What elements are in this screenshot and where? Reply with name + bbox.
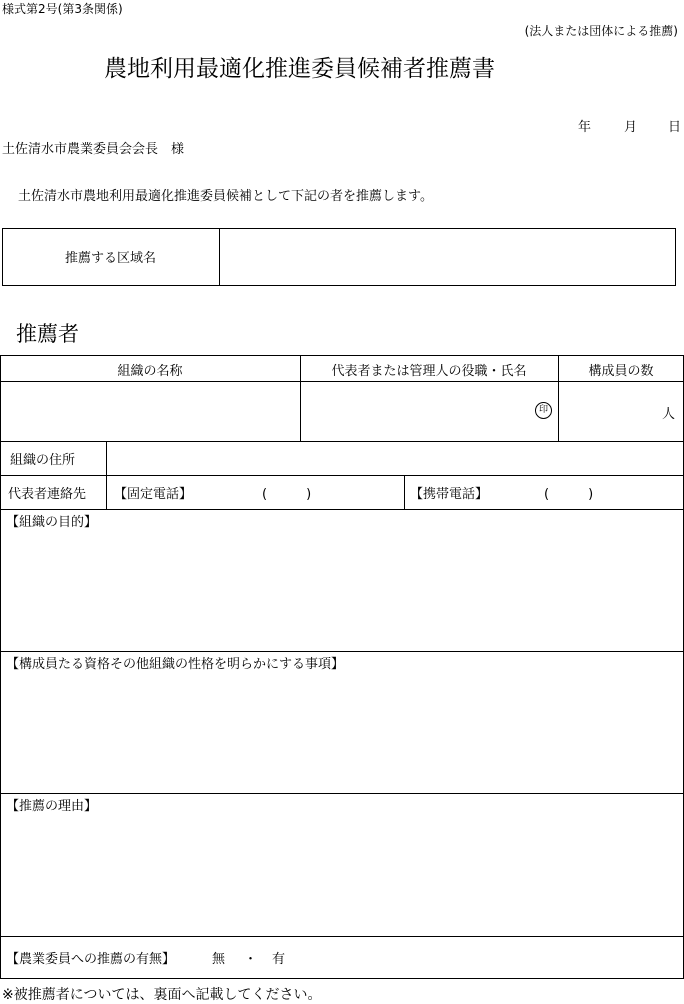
qualification-field[interactable] (2, 670, 682, 791)
mobile-label: 【携帯電話】 (410, 487, 489, 502)
agri-yes-option[interactable]: 有 (272, 952, 286, 967)
org-name-header: 組織の名称 (117, 364, 183, 379)
org-name-field[interactable] (2, 383, 298, 439)
landline-field[interactable]: ( ) (262, 487, 312, 502)
purpose-field[interactable] (2, 528, 682, 649)
landline-label: 【固定電話】 (114, 487, 193, 502)
date-month: 月 (624, 120, 638, 135)
recommender-heading: 推薦者 (16, 322, 79, 346)
submitter-type: (法人または団体による推薦) (524, 24, 678, 38)
reason-label: 【推薦の理由】 (6, 799, 98, 814)
form-number: 様式第2号(第3条関係) (2, 2, 123, 16)
purpose-label: 【組織の目的】 (6, 515, 98, 530)
page-title: 農地利用最適化推進委員候補者推薦書 (104, 56, 495, 82)
address-field[interactable] (108, 443, 682, 473)
statement: 土佐清水市農地利用最適化推進委員候補として下記の者を推薦します。 (18, 189, 433, 204)
members-header: 構成員の数 (588, 364, 654, 379)
date-day: 日 (668, 120, 682, 135)
rep-name-field[interactable] (302, 383, 556, 439)
mobile-field[interactable]: ( ) (544, 487, 594, 502)
qualification-label: 【構成員たる資格その他組織の性格を明らかにする事項】 (6, 657, 345, 672)
agri-none-option[interactable]: 無 (212, 952, 226, 967)
rep-header: 代表者または管理人の役職・氏名 (331, 364, 527, 379)
area-label: 推薦する区域名 (64, 251, 156, 266)
address-label: 組織の住所 (10, 453, 76, 468)
seal-mark: 印 (535, 402, 552, 419)
reason-field[interactable] (2, 812, 682, 934)
footnote: ※被推薦者については、裏面へ記載してください。 (2, 987, 322, 1003)
agri-committee-label: 【農業委員への推薦の有無】 (6, 952, 176, 967)
addressee: 土佐清水市農業委員会会長 様 (2, 142, 185, 157)
date-year: 年 (578, 120, 592, 135)
members-unit: 人 (662, 407, 676, 422)
agri-separator: ・ (244, 952, 258, 967)
contact-label: 代表者連絡先 (8, 487, 87, 502)
